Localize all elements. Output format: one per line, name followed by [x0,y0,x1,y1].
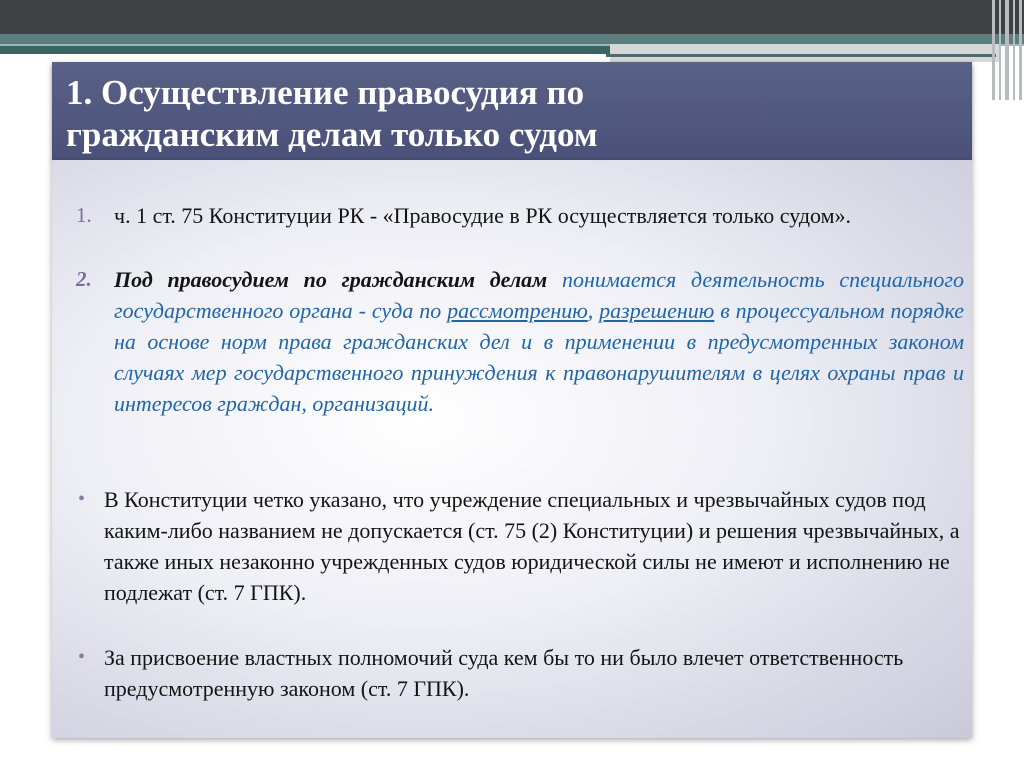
slide-title-line-2: гражданским делам только судом [66,115,598,154]
underlined-term-2: разрешению [599,298,715,323]
slide-title [52,62,972,156]
definition-comma: , [587,298,600,323]
slide-title-line-1: 1. Осуществление правосудия по [66,73,585,112]
definition-term: Под правосудием по гражданским делам [114,267,548,292]
decorative-stripes [988,0,1024,100]
slide-title-box [52,62,972,160]
underlined-term-1: рассмотрению [447,298,588,323]
slide-content [52,160,972,738]
definition-paragraph [114,264,964,419]
list-number: 1. [76,203,92,227]
top-band-grey [610,44,1000,62]
definition-text-a: понимается деятельность специального государственного органа - суда по [114,267,964,323]
top-band-dark [0,46,640,54]
list-number: 2. [76,267,92,291]
bullet-text: В Конституции четко указано, что учреждение специальных и чрезвычайных судов под каким-либо названием не допускается (ст. 75 (2) Конституции) и решения чрезвычайных, а также иных незаконно учрежденных судов юридической силы не имеют и исполнению не подлежат (ст. 7 ГПК). [104,487,960,605]
accent-line [606,54,996,57]
bullet-text-a: За присвоение властных полномочий суда кем бы то ни было влечет ответственность [104,645,904,670]
list-item-text: ч. 1 ст. 75 Конституции РК - «Правосудие в РК осуществляется только судом». [114,203,852,228]
top-bar [0,0,1024,34]
bullet-marker: • [78,646,86,668]
definition-text-b: в процессуальном порядке на основе норм права гражданских дел и в применении в предусмотренных законом случаях мер государственного принуждения к правонарушителям в целях охраны прав и интересов граждан, организаций. [114,298,965,416]
bullet-text [104,642,964,704]
bullet-text-b: предусмотренную законом (ст. 7 ГПК). [104,676,470,701]
top-band-teal [0,34,1024,44]
bullet-marker: • [78,488,86,510]
